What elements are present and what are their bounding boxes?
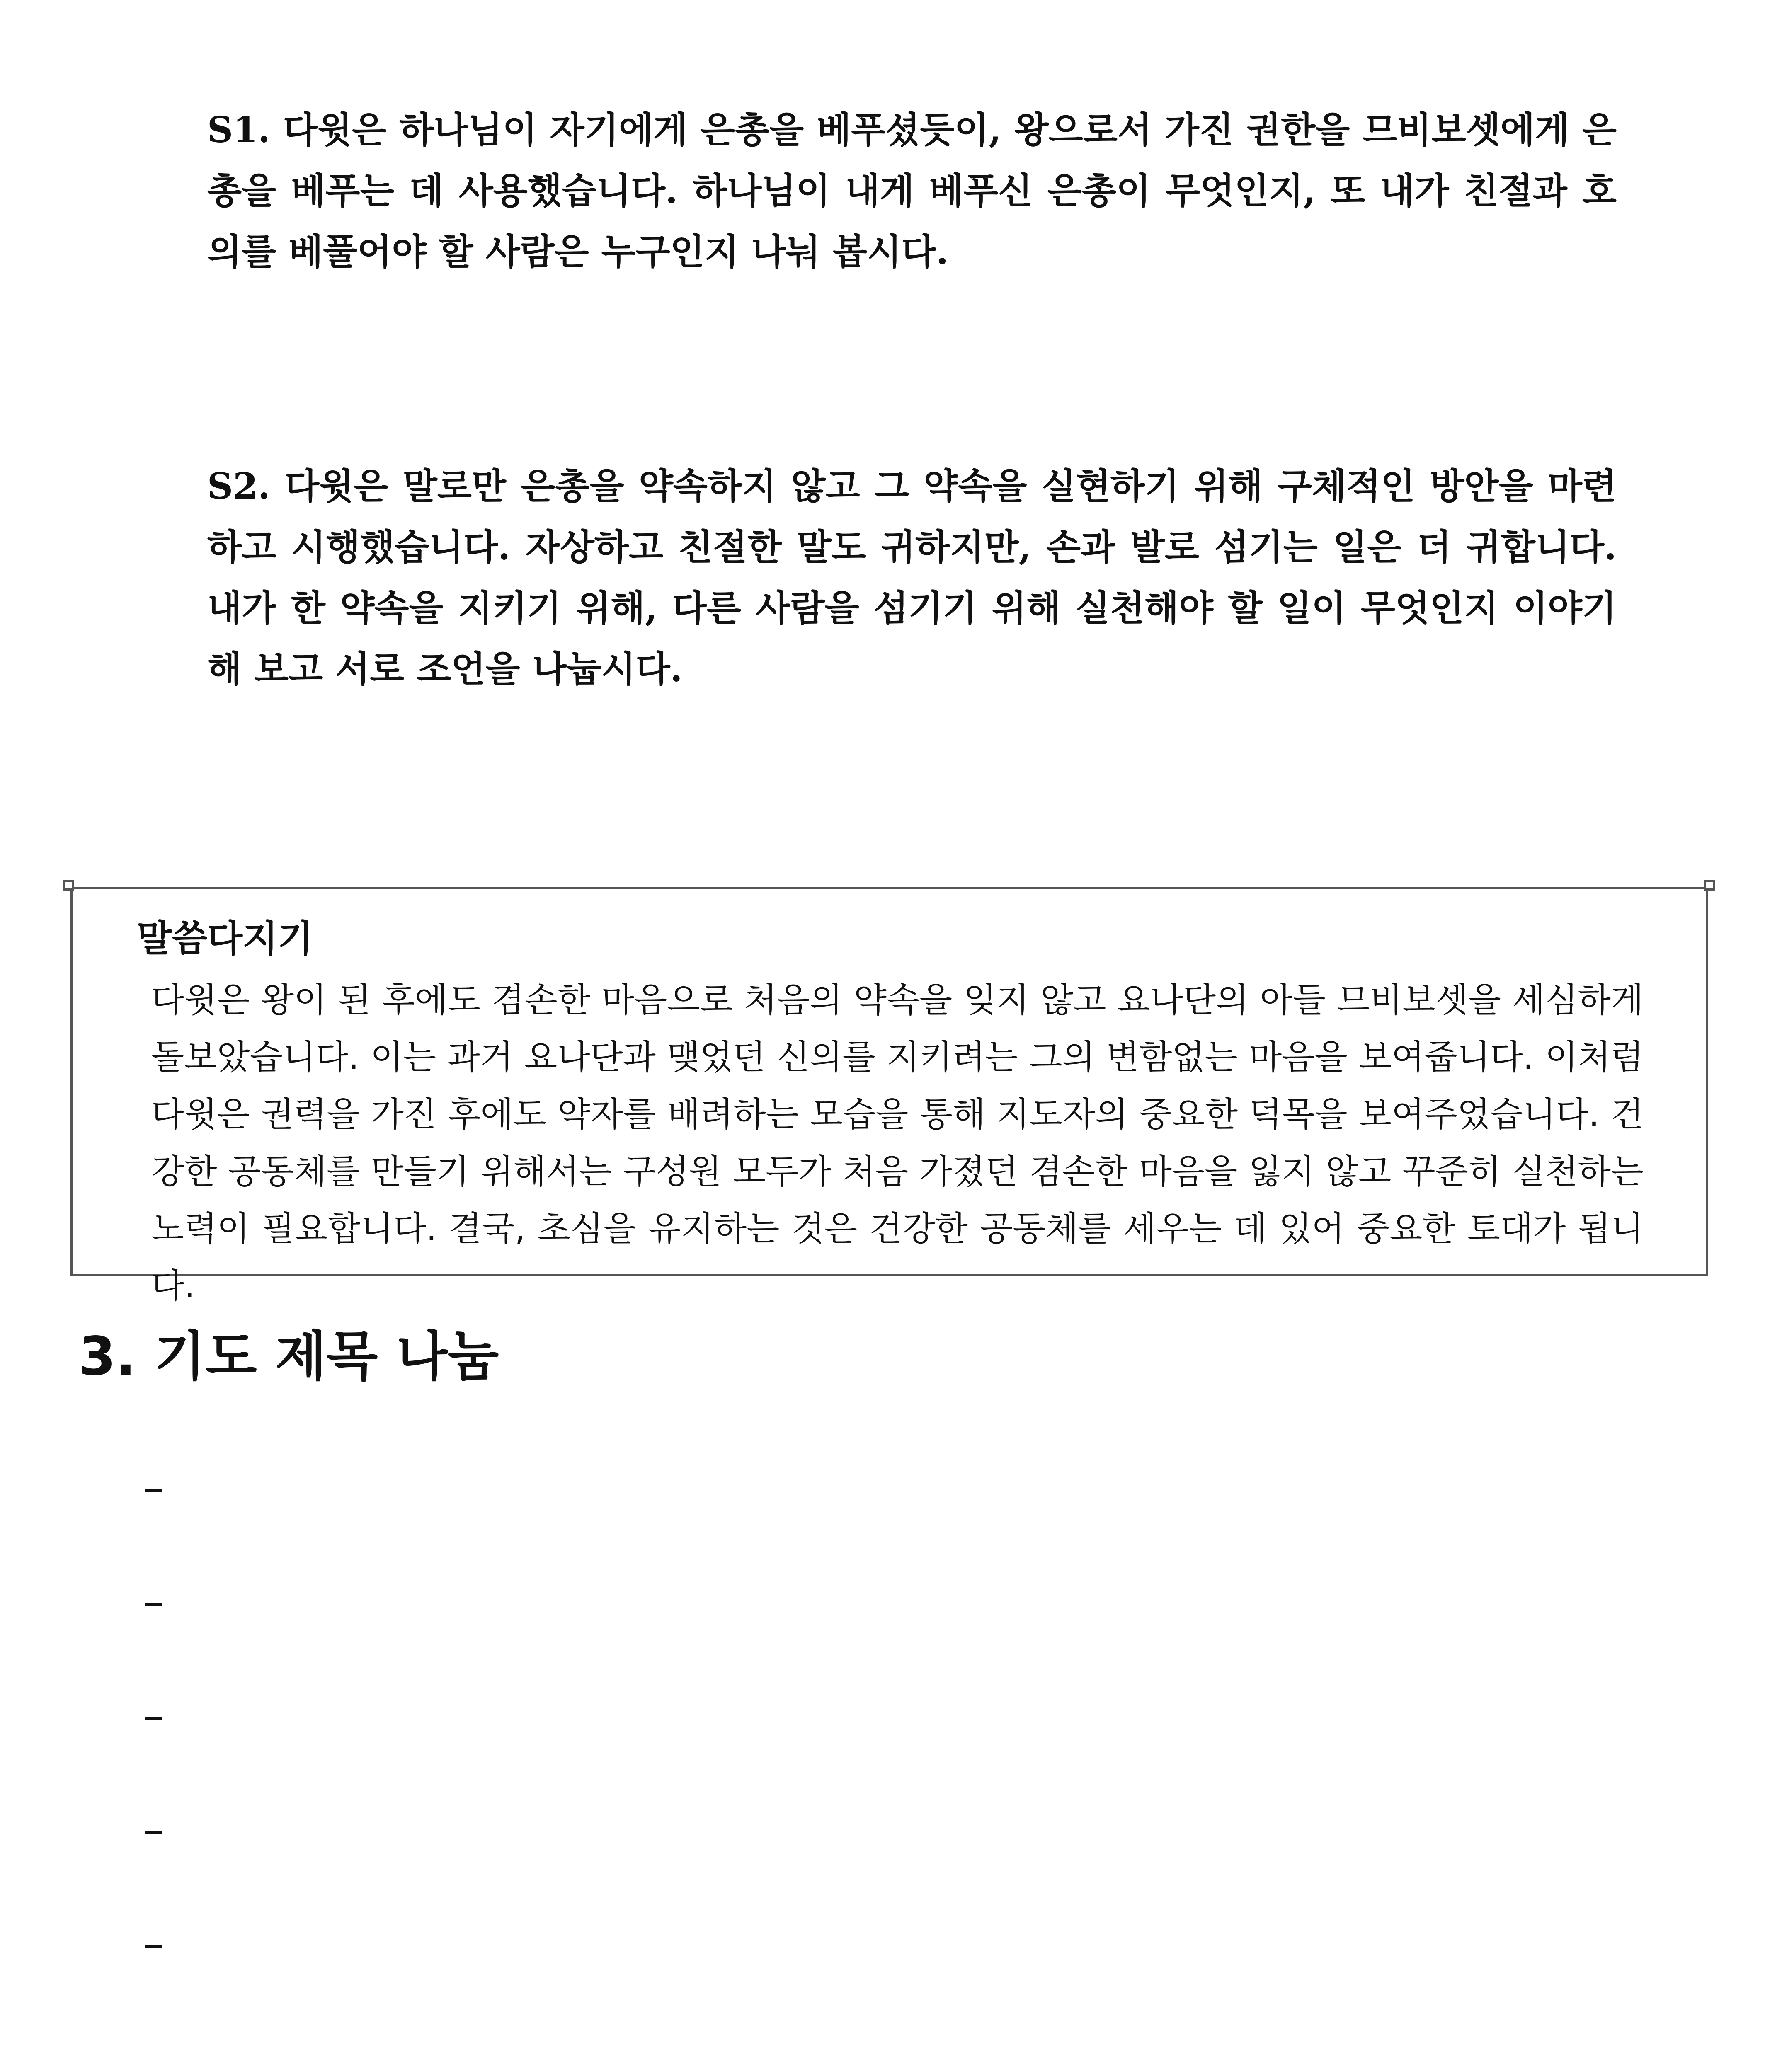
prayer-blank-line-3: – [143,1691,164,1740]
prayer-blank-line-5: – [143,1919,164,1968]
prayer-section-heading: 3. 기도 제목 나눔 [79,1326,499,1387]
summary-text: 다윗은 왕이 된 후에도 겸손한 마음으로 처음의 약속을 잊지 않고 요나단의 아들 므비보셋을 세심하게 돌보았습니다. 이는 과거 요나단과 맺었던 신의를 지키려는 그의 변함없는 마음을 보여줍니다. 이처럼 다윗은 권력을 가진 후에도 약자를 배려하는 모습을 통해 지도자의 중요한 덕목을 보여주었습니다. 건강한 공동체를 만들기 위해서는 구성원 모두가 처음 가졌던 겸손한 마음을 잃지 않고 꾸준히 실천하는 노력이 필요합니다. 결국, 초심을 유지하는 것은 건강한 공동체를 세우는 데 있어 중요한 토대가 됩니다. [151,980,1644,1306]
prayer-blank-line-2: – [143,1577,164,1626]
prayer-blank-line-1: – [143,1463,164,1512]
question-s1: S1. 다윗은 하나님이 자기에게 은총을 베푸셨듯이, 왕으로서 가진 권한을 므비보셋에게 은총을 베푸는 데 사용했습니다. 하나님이 내게 베푸신 은총이 무엇인지, 또 내가 친절과 호의를 베풀어야 할 사람은 누구인지 나눠 봅시다. [207,109,1617,273]
prayer-blank-line-4: – [143,1805,164,1854]
summary-box [70,887,1708,1306]
summary-title: 말씀다지기 [137,917,313,960]
corner-ornament-icon [63,880,74,891]
question-s2: S2. 다윗은 말로만 은총을 약속하지 않고 그 약속을 실현하기 위해 구체적인 방안을 마련하고 시행했습니다. 자상하고 친절한 말도 귀하지만, 손과 발로 섬기는 일은 더 귀합니다. 내가 한 약속을 지키기 위해, 다른 사람을 섬기기 위해 실천해야 할 일이 무엇인지 이야기해 보고 서로 조언을 나눕시다. [207,465,1617,690]
corner-ornament-icon [1704,880,1715,891]
